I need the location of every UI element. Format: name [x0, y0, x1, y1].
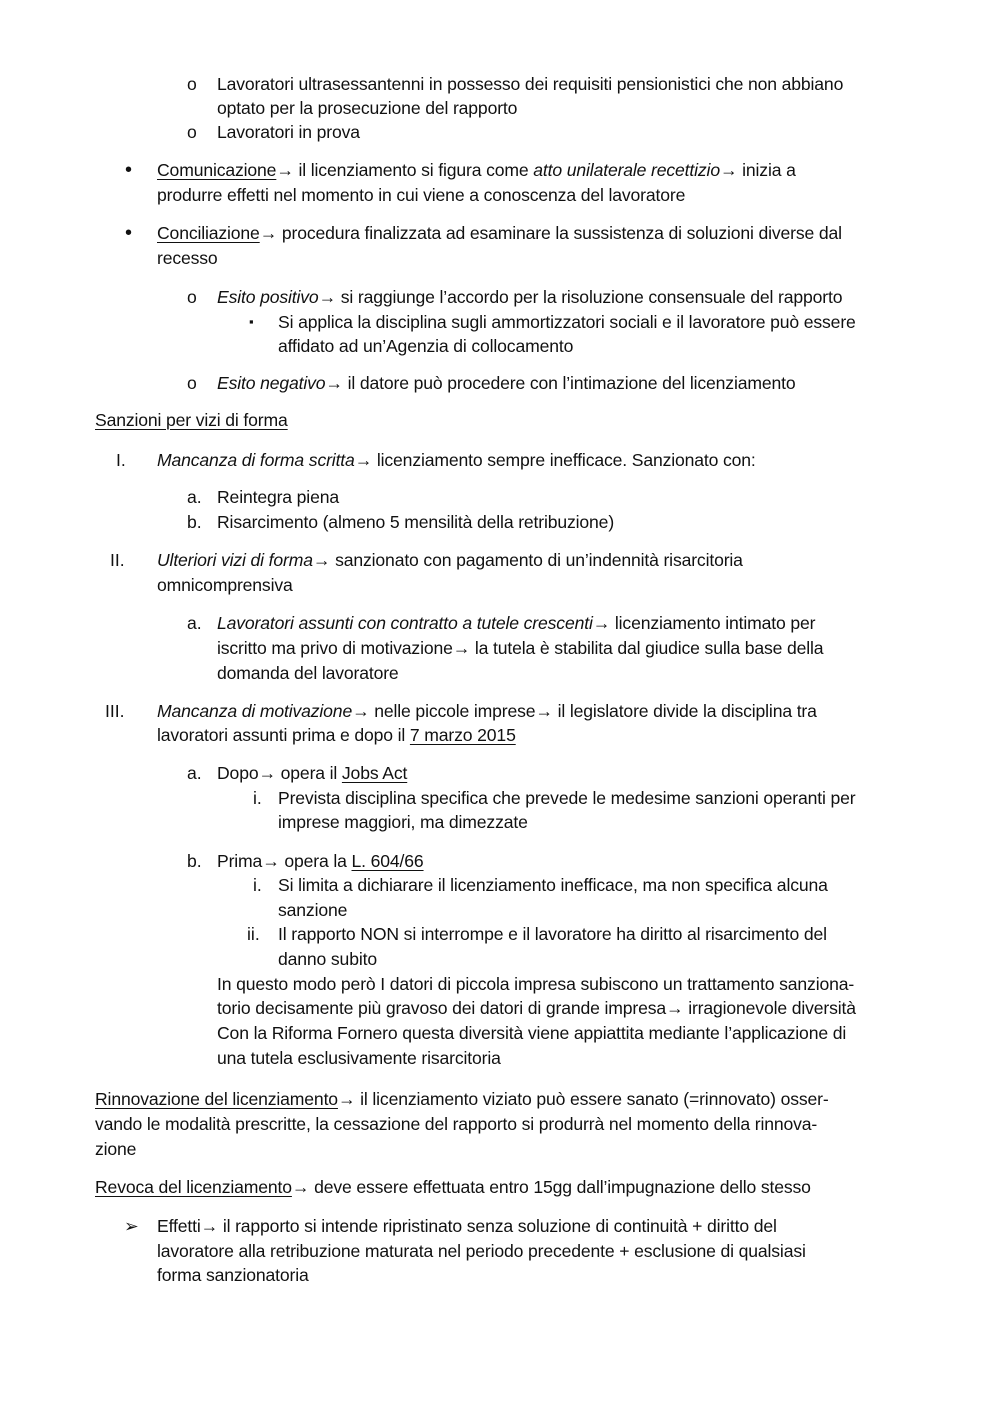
text-line: produrre effetti nel momento in cui viene a conoscenza del lavoratore: [157, 185, 686, 205]
text-line: forma sanzionatoria: [157, 1265, 309, 1285]
inline-text: sanzionato con pagamento di un’indennità risarcitoria: [330, 550, 743, 570]
text-line: lavoratore alla retribuzione maturata nel periodo precedente + esclusione di qualsiasi: [157, 1241, 806, 1261]
arrow-icon: →: [262, 851, 280, 871]
arrow-bullet-icon: ➢: [124, 1216, 139, 1236]
arrow-icon: →: [312, 550, 331, 570]
text-line: [157, 723, 516, 747]
text-line: Risarcimento (almeno 5 mensilità della retribuzione): [217, 512, 615, 532]
date-underlined: 7 marzo 2015: [409, 725, 516, 745]
law-reference-underlined: L. 604/66: [351, 851, 424, 871]
arrow-icon: →: [535, 701, 553, 721]
arrow-icon: →: [452, 638, 471, 658]
text-line: Prevista disciplina specifica che prevede le medesime sanzioni operanti per: [278, 788, 856, 808]
text-line: [157, 221, 842, 245]
inline-text: Effetti: [157, 1216, 201, 1236]
inline-text: nelle piccole imprese: [369, 701, 536, 721]
square-bullet-icon: ▪: [249, 314, 254, 329]
inline-text: licenziamento intimato per: [610, 613, 816, 633]
list-marker: o: [187, 122, 197, 142]
text-line: imprese maggiori, ma dimezzate: [278, 812, 528, 832]
inline-text: Dopo: [217, 763, 259, 783]
arrow-icon: →: [325, 373, 343, 393]
list-marker: i.: [253, 788, 262, 808]
text-line: optato per la prosecuzione del rapporto: [217, 98, 518, 118]
text-line: [95, 1175, 811, 1199]
text-line: Si applica la disciplina sugli ammortizzatori sociali e il lavoratore può essere: [278, 312, 856, 332]
term-revoca: Revoca del licenziamento: [95, 1177, 292, 1197]
text-line: [217, 285, 842, 309]
inline-text: procedura finalizzata ad esaminare la sussistenza di soluzioni diverse dal: [277, 223, 842, 243]
italic-text: atto unilaterale recettizio: [533, 160, 720, 180]
bullet-marker: •: [125, 159, 133, 181]
inline-text: il rapporto si intende ripristinato senza soluzione di continuità + diritto del: [218, 1216, 777, 1236]
inline-text: si raggiunge l’accordo per la risoluzione consensuale del rapporto: [336, 287, 843, 307]
arrow-icon: →: [337, 1089, 356, 1109]
arrow-icon: →: [200, 1216, 219, 1236]
list-marker: b.: [187, 512, 202, 532]
text-line: vando le modalità prescritte, la cessazione del rapporto si produrrà nel momento della rinnova-: [95, 1114, 818, 1134]
text-line: una tutela esclusivamente risarcitoria: [217, 1048, 501, 1068]
inline-text: il datore può procedere con l’intimazione del licenziamento: [342, 373, 796, 393]
arrow-icon: →: [354, 450, 373, 470]
inline-text: opera il: [275, 763, 342, 783]
roman-numeral: I.: [116, 450, 126, 470]
bullet-marker: •: [125, 222, 133, 244]
list-marker: o: [187, 373, 197, 393]
arrow-icon: →: [352, 701, 370, 721]
text-line: [217, 371, 796, 395]
arrow-icon: →: [592, 613, 611, 633]
text-line: [217, 761, 407, 785]
text-line: danno subito: [278, 949, 377, 969]
text-line: [157, 699, 817, 723]
label-esito-negativo: Esito negativo: [217, 373, 326, 393]
text-line: [217, 636, 823, 660]
inline-text: il licenziamento si figura come: [293, 160, 534, 180]
term-comunicazione: Comunicazione: [157, 160, 277, 180]
inline-text: il legislatore divide la disciplina tra: [552, 701, 817, 721]
text-line: [157, 548, 743, 572]
inline-text: irragionevole diversità: [683, 998, 856, 1018]
text-line: zione: [95, 1139, 137, 1159]
text-line: recesso: [157, 248, 218, 268]
list-marker: a.: [187, 763, 202, 783]
term-rinnovazione: Rinnovazione del licenziamento: [95, 1089, 338, 1109]
arrow-icon: →: [276, 160, 294, 180]
text-line: Si limita a dichiarare il licenziamento inefficace, ma non specifica alcuna: [278, 875, 828, 895]
text-line: affidato ad un’Agenzia di collocamento: [278, 336, 574, 356]
text-line: omnicomprensiva: [157, 575, 293, 595]
text-line: [157, 158, 796, 182]
text-line: [217, 996, 856, 1020]
roman-numeral: II.: [110, 550, 125, 570]
list-marker: a.: [187, 613, 202, 633]
arrow-icon: →: [291, 1177, 310, 1197]
arrow-icon: →: [259, 223, 278, 243]
arrow-icon: →: [666, 998, 684, 1018]
roman-numeral: III.: [105, 701, 125, 721]
jobs-act-underlined: Jobs Act: [341, 763, 408, 783]
inline-text: Prima: [217, 851, 263, 871]
inline-text: inizia a: [737, 160, 796, 180]
italic-label: Mancanza di motivazione: [157, 701, 353, 721]
italic-label: Lavoratori assunti con contratto a tutele crescenti: [217, 613, 593, 633]
list-marker: i.: [253, 875, 262, 895]
text-line: Lavoratori in prova: [217, 122, 360, 142]
text-line: [217, 611, 815, 635]
text-line: Lavoratori ultrasessantenni in possesso dei requisiti pensionistici che non abbiano: [217, 74, 844, 94]
arrow-icon: →: [719, 160, 738, 180]
text-line: [157, 1214, 777, 1238]
list-marker: a.: [187, 487, 202, 507]
inline-text: il licenziamento viziato può essere sanato (=rinnovato) osser-: [355, 1089, 829, 1109]
inline-text: deve essere effettuata entro 15gg dall’impugnazione dello stesso: [309, 1177, 811, 1197]
list-marker: b.: [187, 851, 202, 871]
text-line: In questo modo però I datori di piccola impresa subiscono un trattamento sanziona-: [217, 974, 855, 994]
text-line: Il rapporto NON si interrompe e il lavoratore ha diritto al risarcimento del: [278, 924, 827, 944]
inline-text: licenziamento sempre inefficace. Sanzionato con:: [372, 450, 756, 470]
italic-label: Ulteriori vizi di forma: [157, 550, 313, 570]
arrow-icon: →: [258, 763, 276, 783]
inline-text: lavoratori assunti prima e dopo il: [157, 725, 410, 745]
section-heading: Sanzioni per vizi di forma: [95, 410, 288, 430]
inline-text: opera la: [279, 851, 352, 871]
list-marker: o: [187, 74, 197, 94]
text-line: [95, 1087, 829, 1111]
text-line: [157, 448, 756, 472]
list-marker: ii.: [247, 924, 260, 944]
inline-text: iscritto ma privo di motivazione: [217, 638, 453, 658]
text-line: Reintegra piena: [217, 487, 339, 507]
inline-text: torio decisamente più gravoso dei datori di grande impresa: [217, 998, 666, 1018]
text-line: sanzione: [278, 900, 348, 920]
arrow-icon: →: [318, 287, 337, 307]
text-line: Con la Riforma Fornero questa diversità viene appiattita mediante l’applicazione di: [217, 1023, 847, 1043]
term-conciliazione: Conciliazione: [157, 223, 260, 243]
inline-text: la tutela è stabilita dal giudice sulla base della: [470, 638, 824, 658]
italic-label: Mancanza di forma scritta: [157, 450, 355, 470]
text-line: [217, 849, 424, 873]
list-marker: o: [187, 287, 197, 307]
text-line: domanda del lavoratore: [217, 663, 399, 683]
label-esito-positivo: Esito positivo: [217, 287, 319, 307]
